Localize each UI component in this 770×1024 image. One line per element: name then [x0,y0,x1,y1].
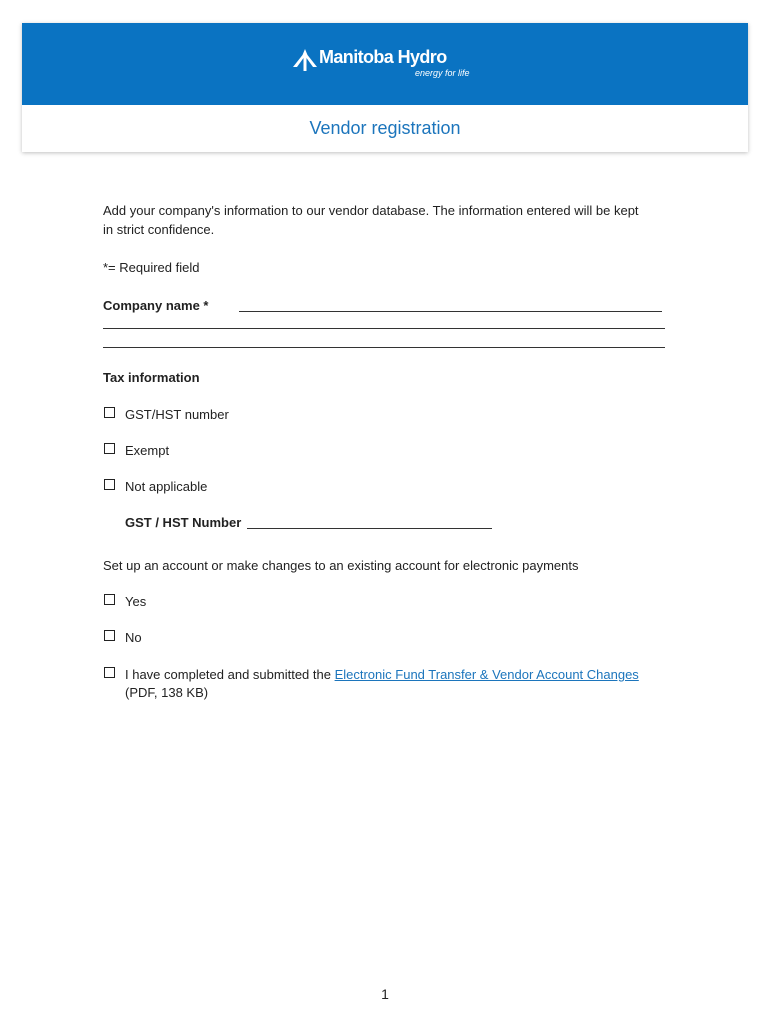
company-name-label: Company name * [103,298,209,313]
eft-question: Set up an account or make changes to an existing account for electronic payments [103,558,579,573]
intro-text-line-1: Add your company's information to our vendor database. The information entered will be kept [103,203,639,218]
eft-link-file-info: (PDF, 138 KB) [125,685,209,700]
header-card [22,23,748,152]
gst-hst-number-label: GST/HST number [125,407,229,422]
brand-name: Manitoba Hydro [319,47,447,67]
eft-form-link[interactable]: Electronic Fund Transfer & Vendor Account Changes [334,667,639,682]
company-name-field-line-2[interactable] [103,328,665,329]
company-name-field[interactable] [239,311,662,312]
gst-hst-number-checkbox[interactable] [104,407,115,418]
exempt-checkbox[interactable] [104,443,115,454]
page-number: 1 [381,986,389,1002]
form-title: Vendor registration [309,118,461,138]
eft-yes-checkbox[interactable] [104,594,115,605]
not-applicable-checkbox[interactable] [104,479,115,490]
eft-no-checkbox[interactable] [104,630,115,641]
company-name-field-line-3[interactable] [103,347,665,348]
eft-confirm-prefix: I have completed and submitted the [125,667,335,682]
eft-yes-label: Yes [125,594,147,609]
eft-no-label: No [125,630,142,645]
tax-information-heading: Tax information [103,370,200,385]
eft-confirm-text [125,667,639,682]
exempt-label: Exempt [125,443,170,458]
tower-icon [292,49,318,71]
brand-banner [22,23,748,105]
gst-hst-number-field-label: GST / HST Number [125,515,242,530]
manitoba-hydro-logo [292,47,492,81]
brand-tagline: energy for life [415,68,470,78]
not-applicable-label: Not applicable [125,479,208,494]
intro-text-line-2: in strict confidence. [103,222,215,237]
required-field-note: *= Required field [103,260,200,275]
gst-hst-number-field[interactable] [247,528,492,529]
eft-form-submitted-checkbox[interactable] [104,667,115,678]
